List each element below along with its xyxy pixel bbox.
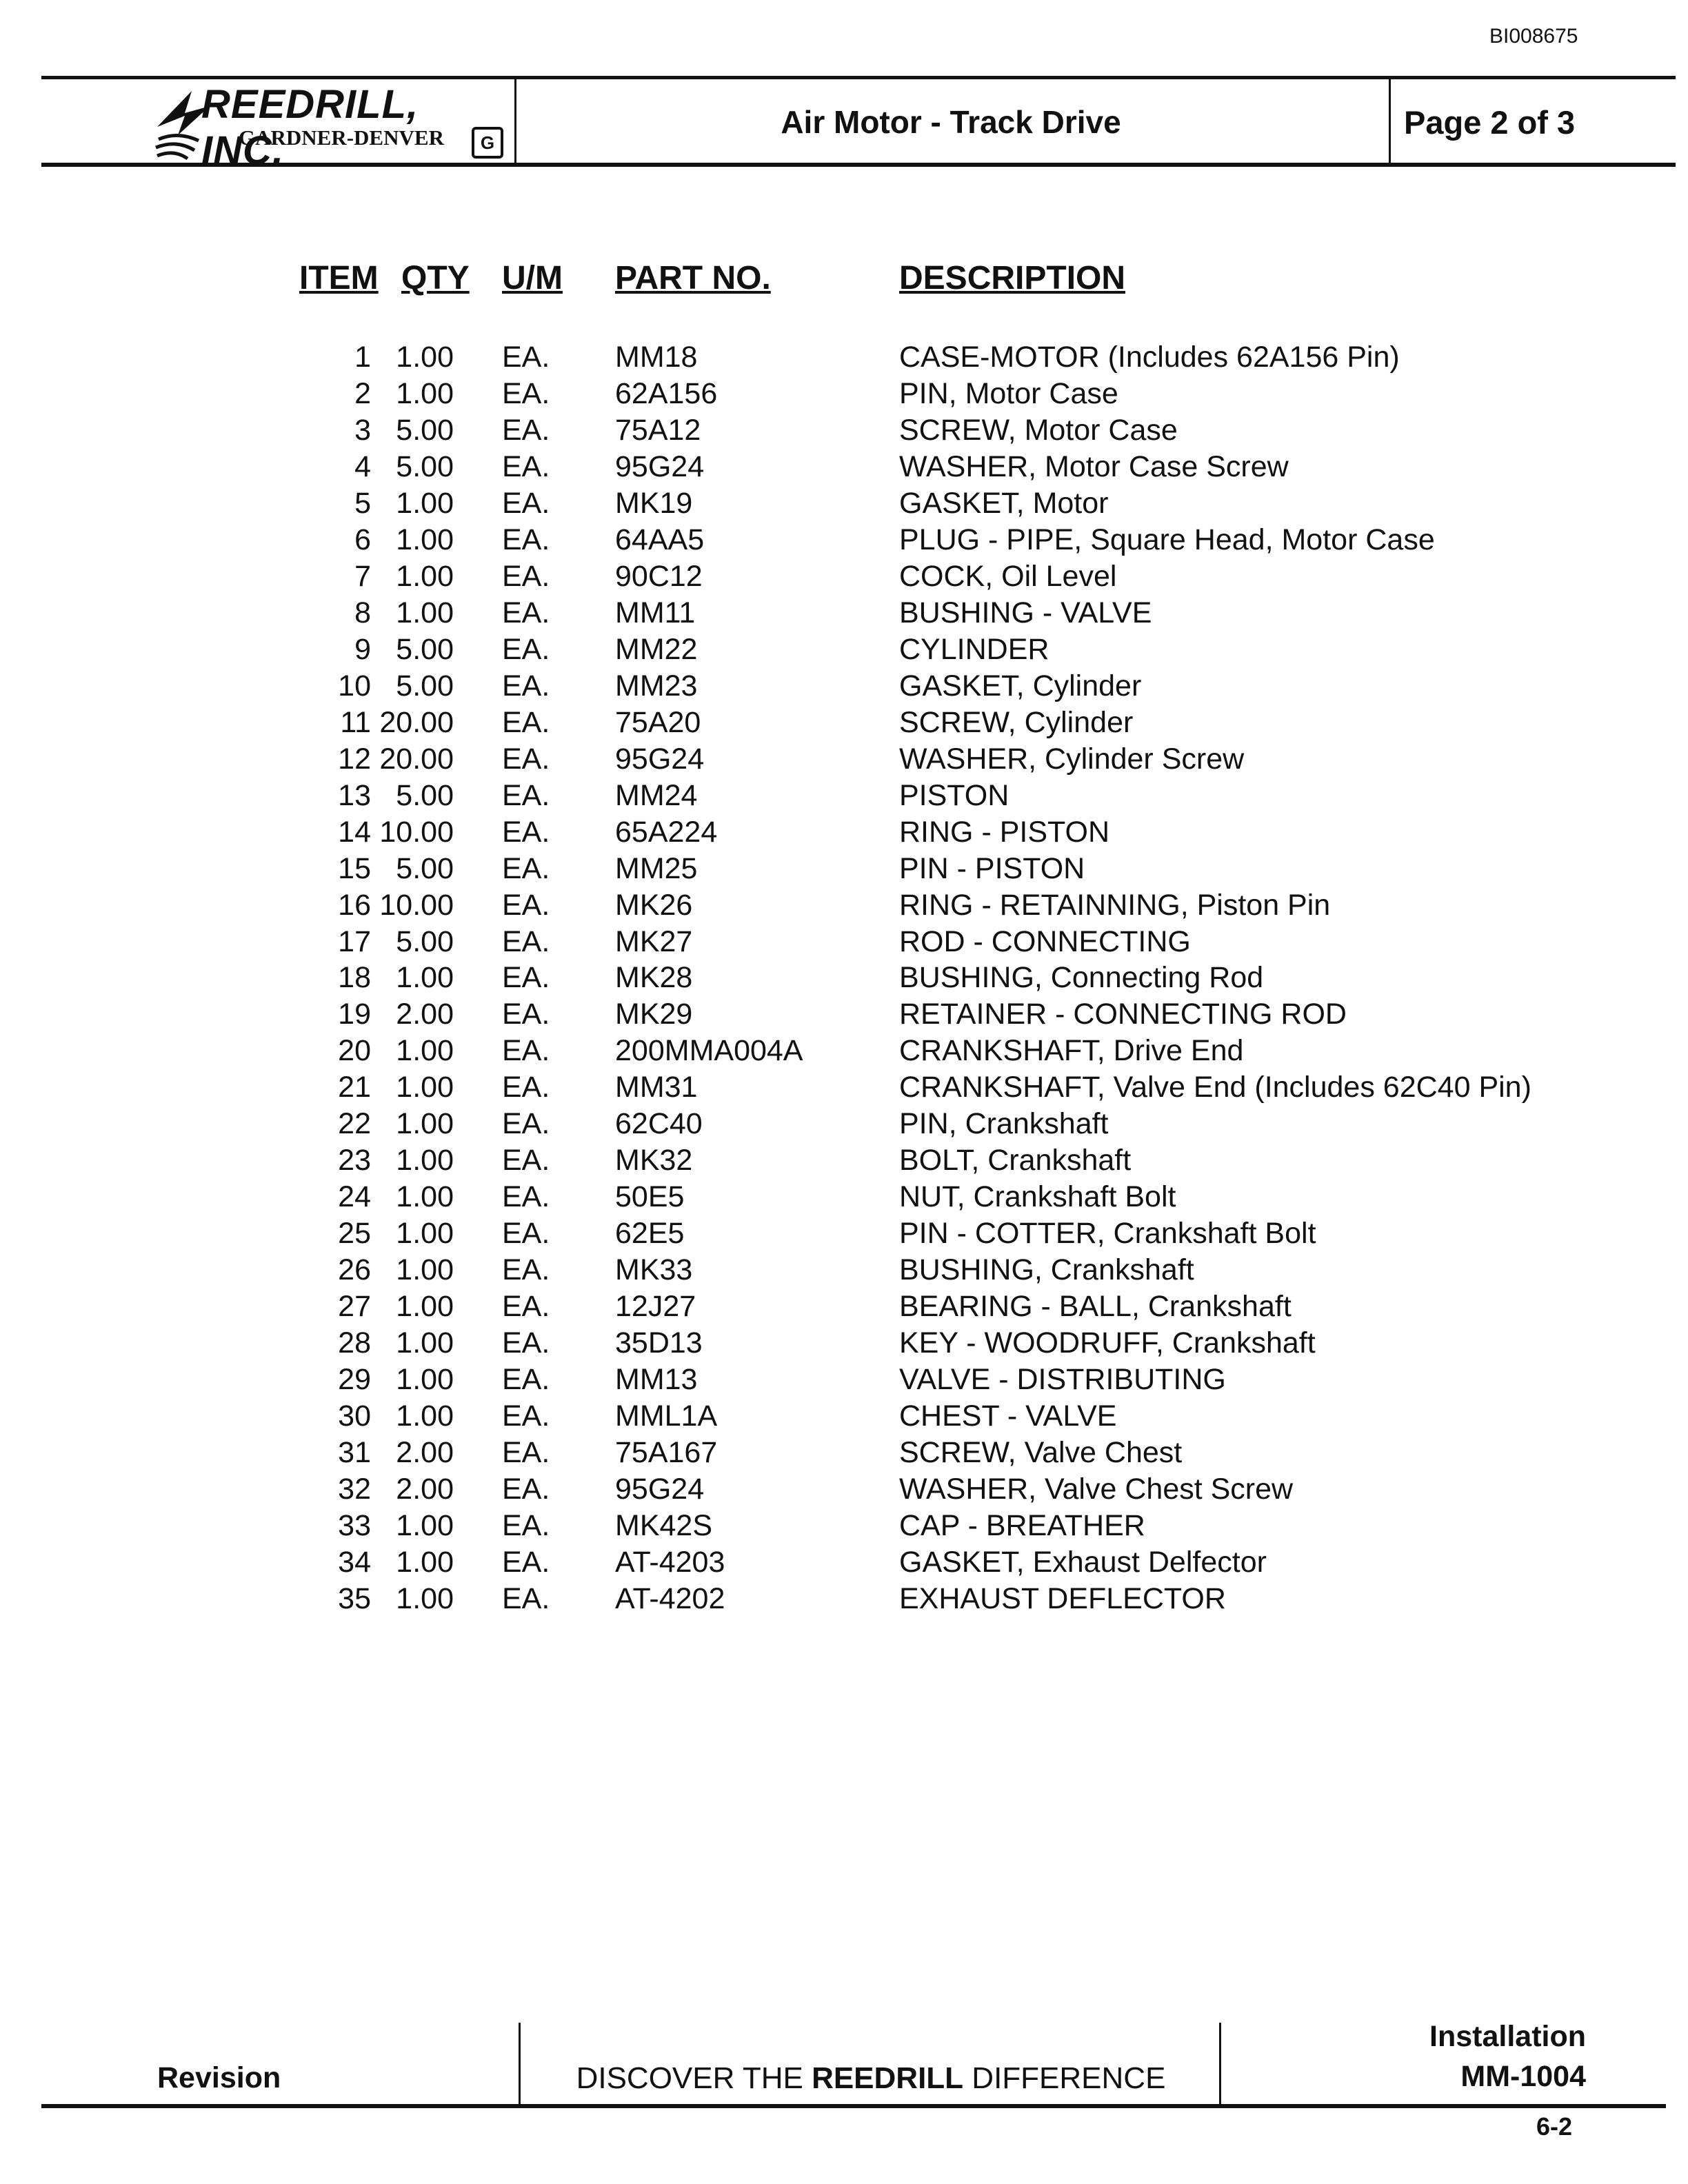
quantity-cell: 5.00: [396, 851, 454, 885]
description-cell: COCK, Oil Level: [899, 559, 1117, 593]
part-number-cell: MM31: [615, 1071, 698, 1104]
description-cell: GASKET, Exhaust Delfector: [899, 1545, 1267, 1579]
description-cell: KEY - WOODRUFF, Crankshaft: [899, 1326, 1316, 1360]
part-number-cell: 95G24: [615, 449, 705, 483]
logo-subtext: GARDNER-DENVER: [239, 125, 444, 150]
table-row: [0, 1362, 1688, 1398]
column-header-description: DESCRIPTION: [899, 260, 1126, 296]
table-row: [0, 522, 1688, 558]
item-number-cell: 12: [338, 742, 371, 776]
unit-cell: EA.: [502, 1436, 550, 1470]
quantity-cell: 5.00: [396, 449, 454, 483]
description-cell: SCREW, Cylinder: [899, 705, 1134, 739]
description-cell: PLUG - PIPE, Square Head, Motor Case: [899, 523, 1435, 556]
table-row: [0, 1033, 1688, 1069]
quantity-cell: 2.00: [396, 1473, 454, 1506]
document-number: MM-1004: [1460, 2060, 1586, 2093]
part-number-cell: MK27: [615, 924, 693, 958]
table-row: [0, 778, 1688, 814]
part-number-cell: MK26: [615, 888, 693, 922]
unit-cell: EA.: [502, 1473, 550, 1506]
column-header-part-no: PART NO.: [615, 260, 771, 296]
item-number-cell: 24: [338, 1180, 371, 1214]
item-number-cell: 15: [338, 851, 371, 885]
item-number-cell: 30: [338, 1399, 371, 1433]
footer-divider-right: [1219, 2023, 1221, 2107]
part-number-cell: MK19: [615, 486, 693, 520]
table-row: [0, 376, 1688, 412]
table-row: [0, 1398, 1688, 1435]
section-label: Installation: [1429, 2020, 1586, 2053]
item-number-cell: 35: [338, 1581, 371, 1615]
item-number-cell: 18: [338, 961, 371, 995]
table-row: [0, 1252, 1688, 1288]
item-number-cell: 29: [338, 1363, 371, 1397]
item-number-cell: 21: [338, 1071, 371, 1104]
item-number-cell: 27: [338, 1290, 371, 1324]
table-row: [0, 1325, 1688, 1362]
item-number-cell: 26: [338, 1253, 371, 1287]
unit-cell: EA.: [502, 596, 550, 629]
description-cell: GASKET, Motor: [899, 486, 1109, 520]
unit-cell: EA.: [502, 1107, 550, 1141]
quantity-cell: 5.00: [396, 778, 454, 812]
table-row: [0, 1288, 1688, 1325]
item-number-cell: 16: [338, 888, 371, 922]
part-number-cell: 50E5: [615, 1180, 685, 1214]
description-cell: RING - RETAINNING, Piston Pin: [899, 888, 1331, 922]
quantity-cell: 1.00: [396, 1071, 454, 1104]
item-number-cell: 2: [354, 376, 371, 410]
description-cell: BUSHING, Crankshaft: [899, 1253, 1194, 1287]
description-cell: PISTON: [899, 778, 1009, 812]
part-number-cell: MML1A: [615, 1399, 718, 1433]
part-number-cell: MK28: [615, 961, 693, 995]
item-number-cell: 11: [340, 705, 371, 739]
quantity-cell: 1.00: [396, 1581, 454, 1615]
unit-cell: EA.: [502, 1326, 550, 1360]
description-cell: NUT, Crankshaft Bolt: [899, 1180, 1176, 1214]
table-row: [0, 1508, 1688, 1544]
description-cell: RETAINER - CONNECTING ROD: [899, 998, 1347, 1031]
description-cell: GASKET, Cylinder: [899, 669, 1142, 702]
unit-cell: EA.: [502, 1071, 550, 1104]
table-row: [0, 1106, 1688, 1142]
quantity-cell: 1.00: [396, 1144, 454, 1177]
item-number-cell: 1: [354, 341, 371, 374]
unit-cell: EA.: [502, 1399, 550, 1433]
unit-cell: EA.: [502, 1509, 550, 1542]
quantity-cell: 1.00: [396, 1545, 454, 1579]
part-number-cell: AT-4202: [615, 1581, 725, 1615]
description-cell: BUSHING - VALVE: [899, 596, 1152, 629]
table-row: [0, 1142, 1688, 1179]
quantity-cell: 1.00: [396, 1180, 454, 1214]
item-number-cell: 23: [338, 1144, 371, 1177]
quantity-cell: 2.00: [396, 1436, 454, 1470]
column-header-um: U/M: [502, 260, 563, 296]
description-cell: CRANKSHAFT, Valve End (Includes 62C40 Pin): [899, 1071, 1531, 1104]
unit-cell: EA.: [502, 924, 550, 958]
part-number-cell: MM22: [615, 632, 698, 666]
table-row: [0, 1215, 1688, 1252]
unit-cell: EA.: [502, 742, 550, 776]
item-number-cell: 3: [354, 413, 371, 447]
description-cell: PIN - COTTER, Crankshaft Bolt: [899, 1217, 1316, 1251]
description-cell: EXHAUST DEFLECTOR: [899, 1581, 1226, 1615]
part-number-cell: 90C12: [615, 559, 703, 593]
unit-cell: EA.: [502, 1144, 550, 1177]
quantity-cell: 1.00: [396, 341, 454, 374]
description-cell: PIN - PISTON: [899, 851, 1085, 885]
revision-label: Revision: [157, 2061, 281, 2094]
unit-cell: EA.: [502, 341, 550, 374]
page-number: 6-2: [1536, 2112, 1572, 2141]
table-row: [0, 1544, 1688, 1581]
table-row: [0, 1435, 1688, 1471]
quantity-cell: 20.00: [379, 742, 454, 776]
unit-cell: EA.: [502, 778, 550, 812]
part-number-cell: 95G24: [615, 742, 705, 776]
page-indicator: Page 2 of 3: [1404, 104, 1576, 141]
description-cell: WASHER, Cylinder Screw: [899, 742, 1245, 776]
table-row: [0, 558, 1688, 595]
part-number-cell: MK42S: [615, 1509, 713, 1542]
unit-cell: EA.: [502, 815, 550, 849]
description-cell: CASE-MOTOR (Includes 62A156 Pin): [899, 341, 1400, 374]
unit-cell: EA.: [502, 851, 550, 885]
part-number-cell: 62A156: [615, 376, 718, 410]
item-number-cell: 8: [354, 596, 371, 629]
unit-cell: EA.: [502, 376, 550, 410]
table-row: [0, 1581, 1688, 1617]
quantity-cell: 5.00: [396, 924, 454, 958]
table-row: [0, 1179, 1688, 1215]
unit-cell: EA.: [502, 1034, 550, 1068]
part-number-cell: MM24: [615, 778, 698, 812]
unit-cell: EA.: [502, 1581, 550, 1615]
item-number-cell: 28: [338, 1326, 371, 1360]
part-number-cell: AT-4203: [615, 1545, 725, 1579]
column-header-item: ITEM: [299, 260, 379, 296]
unit-cell: EA.: [502, 1363, 550, 1397]
unit-cell: EA.: [502, 669, 550, 702]
quantity-cell: 10.00: [379, 888, 454, 922]
item-number-cell: 33: [338, 1509, 371, 1542]
unit-cell: EA.: [502, 1180, 550, 1214]
table-row: [0, 631, 1688, 668]
quantity-cell: 1.00: [396, 1363, 454, 1397]
item-number-cell: 10: [338, 669, 371, 702]
item-number-cell: 17: [338, 924, 371, 958]
column-header-qty: QTY: [401, 260, 470, 296]
item-number-cell: 6: [354, 523, 371, 556]
logo-company-name: REEDRILL, INC.: [201, 82, 419, 173]
item-number-cell: 22: [338, 1107, 371, 1141]
description-cell: BOLT, Crankshaft: [899, 1144, 1132, 1177]
header-top-rule: [41, 76, 1676, 79]
description-cell: SCREW, Valve Chest: [899, 1436, 1183, 1470]
unit-cell: EA.: [502, 449, 550, 483]
footer-divider-left: [519, 2023, 521, 2107]
part-number-cell: MK32: [615, 1144, 693, 1177]
table-row: [0, 668, 1688, 705]
description-cell: PIN, Crankshaft: [899, 1107, 1109, 1141]
item-number-cell: 32: [338, 1473, 371, 1506]
unit-cell: EA.: [502, 998, 550, 1031]
description-cell: CHEST - VALVE: [899, 1399, 1117, 1433]
item-number-cell: 19: [338, 998, 371, 1031]
quantity-cell: 1.00: [396, 559, 454, 593]
unit-cell: EA.: [502, 523, 550, 556]
quantity-cell: 2.00: [396, 998, 454, 1031]
quantity-cell: 1.00: [396, 523, 454, 556]
part-number-cell: 65A224: [615, 815, 718, 849]
table-row: [0, 924, 1688, 960]
quantity-cell: 1.00: [396, 596, 454, 629]
table-row: [0, 741, 1688, 778]
part-number-cell: 62C40: [615, 1107, 703, 1141]
description-cell: WASHER, Valve Chest Screw: [899, 1473, 1294, 1506]
quantity-cell: 1.00: [396, 1034, 454, 1068]
header-divider-right: [1389, 77, 1391, 164]
quantity-cell: 1.00: [396, 961, 454, 995]
description-cell: BEARING - BALL, Crankshaft: [899, 1290, 1292, 1324]
quantity-cell: 20.00: [379, 705, 454, 739]
unit-cell: EA.: [502, 1217, 550, 1251]
quantity-cell: 5.00: [396, 413, 454, 447]
company-logo: [150, 81, 509, 173]
table-row: [0, 705, 1688, 741]
description-cell: CYLINDER: [899, 632, 1049, 666]
part-number-cell: MK33: [615, 1253, 693, 1287]
description-cell: BUSHING, Connecting Rod: [899, 961, 1264, 995]
table-row: [0, 887, 1688, 924]
quantity-cell: 10.00: [379, 815, 454, 849]
quantity-cell: 5.00: [396, 669, 454, 702]
slogan-suffix: DIFFERENCE: [963, 2061, 1166, 2095]
document-title: Air Motor - Track Drive: [781, 104, 1121, 140]
table-row: [0, 485, 1688, 522]
unit-cell: EA.: [502, 888, 550, 922]
description-cell: WASHER, Motor Case Screw: [899, 449, 1289, 483]
item-number-cell: 25: [338, 1217, 371, 1251]
quantity-cell: 5.00: [396, 632, 454, 666]
table-row: [0, 412, 1688, 449]
quantity-cell: 1.00: [396, 486, 454, 520]
table-row: [0, 339, 1688, 376]
part-number-cell: 64AA5: [615, 523, 705, 556]
item-number-cell: 9: [354, 632, 371, 666]
footer-rule: [41, 2104, 1666, 2108]
gardner-denver-emblem-icon: G: [472, 127, 503, 159]
table-row: [0, 996, 1688, 1033]
item-number-cell: 7: [354, 559, 371, 593]
description-cell: VALVE - DISTRIBUTING: [899, 1363, 1226, 1397]
part-number-cell: MM13: [615, 1363, 698, 1397]
table-row: [0, 1471, 1688, 1508]
unit-cell: EA.: [502, 705, 550, 739]
part-number-cell: MK29: [615, 998, 693, 1031]
item-number-cell: 34: [338, 1545, 371, 1579]
part-number-cell: 200MMA004A: [615, 1034, 803, 1068]
table-row: [0, 960, 1688, 996]
document-id: BI008675: [1489, 25, 1578, 48]
description-cell: CAP - BREATHER: [899, 1509, 1145, 1542]
unit-cell: EA.: [502, 961, 550, 995]
slogan-brand: REEDRILL: [812, 2061, 964, 2095]
unit-cell: EA.: [502, 486, 550, 520]
quantity-cell: 1.00: [396, 1326, 454, 1360]
unit-cell: EA.: [502, 1253, 550, 1287]
part-number-cell: MM25: [615, 851, 698, 885]
part-number-cell: MM23: [615, 669, 698, 702]
part-number-cell: 35D13: [615, 1326, 703, 1360]
unit-cell: EA.: [502, 1290, 550, 1324]
quantity-cell: 1.00: [396, 1107, 454, 1141]
item-number-cell: 14: [338, 815, 371, 849]
table-row: [0, 851, 1688, 887]
description-cell: CRANKSHAFT, Drive End: [899, 1034, 1244, 1068]
table-row: [0, 449, 1688, 485]
quantity-cell: 1.00: [396, 1253, 454, 1287]
quantity-cell: 1.00: [396, 1509, 454, 1542]
part-number-cell: 95G24: [615, 1473, 705, 1506]
item-number-cell: 5: [354, 486, 371, 520]
footer-slogan: [524, 2061, 1218, 2096]
part-number-cell: MM11: [615, 596, 696, 629]
part-number-cell: 12J27: [615, 1290, 696, 1324]
parts-table-body: [0, 339, 1688, 1617]
table-row: [0, 814, 1688, 851]
description-cell: SCREW, Motor Case: [899, 413, 1178, 447]
quantity-cell: 1.00: [396, 1290, 454, 1324]
item-number-cell: 20: [338, 1034, 371, 1068]
unit-cell: EA.: [502, 413, 550, 447]
item-number-cell: 13: [338, 778, 371, 812]
part-number-cell: MM18: [615, 341, 698, 374]
part-number-cell: 75A12: [615, 413, 701, 447]
item-number-cell: 4: [354, 449, 371, 483]
slogan-prefix: DISCOVER THE: [576, 2061, 812, 2095]
quantity-cell: 1.00: [396, 1217, 454, 1251]
part-number-cell: 75A20: [615, 705, 701, 739]
table-row: [0, 595, 1688, 631]
unit-cell: EA.: [502, 632, 550, 666]
description-cell: ROD - CONNECTING: [899, 924, 1191, 958]
item-number-cell: 31: [338, 1436, 371, 1470]
description-cell: RING - PISTON: [899, 815, 1110, 849]
description-cell: PIN, Motor Case: [899, 376, 1118, 410]
table-row: [0, 1069, 1688, 1106]
quantity-cell: 1.00: [396, 376, 454, 410]
part-number-cell: 62E5: [615, 1217, 685, 1251]
quantity-cell: 1.00: [396, 1399, 454, 1433]
unit-cell: EA.: [502, 1545, 550, 1579]
part-number-cell: 75A167: [615, 1436, 718, 1470]
unit-cell: EA.: [502, 559, 550, 593]
